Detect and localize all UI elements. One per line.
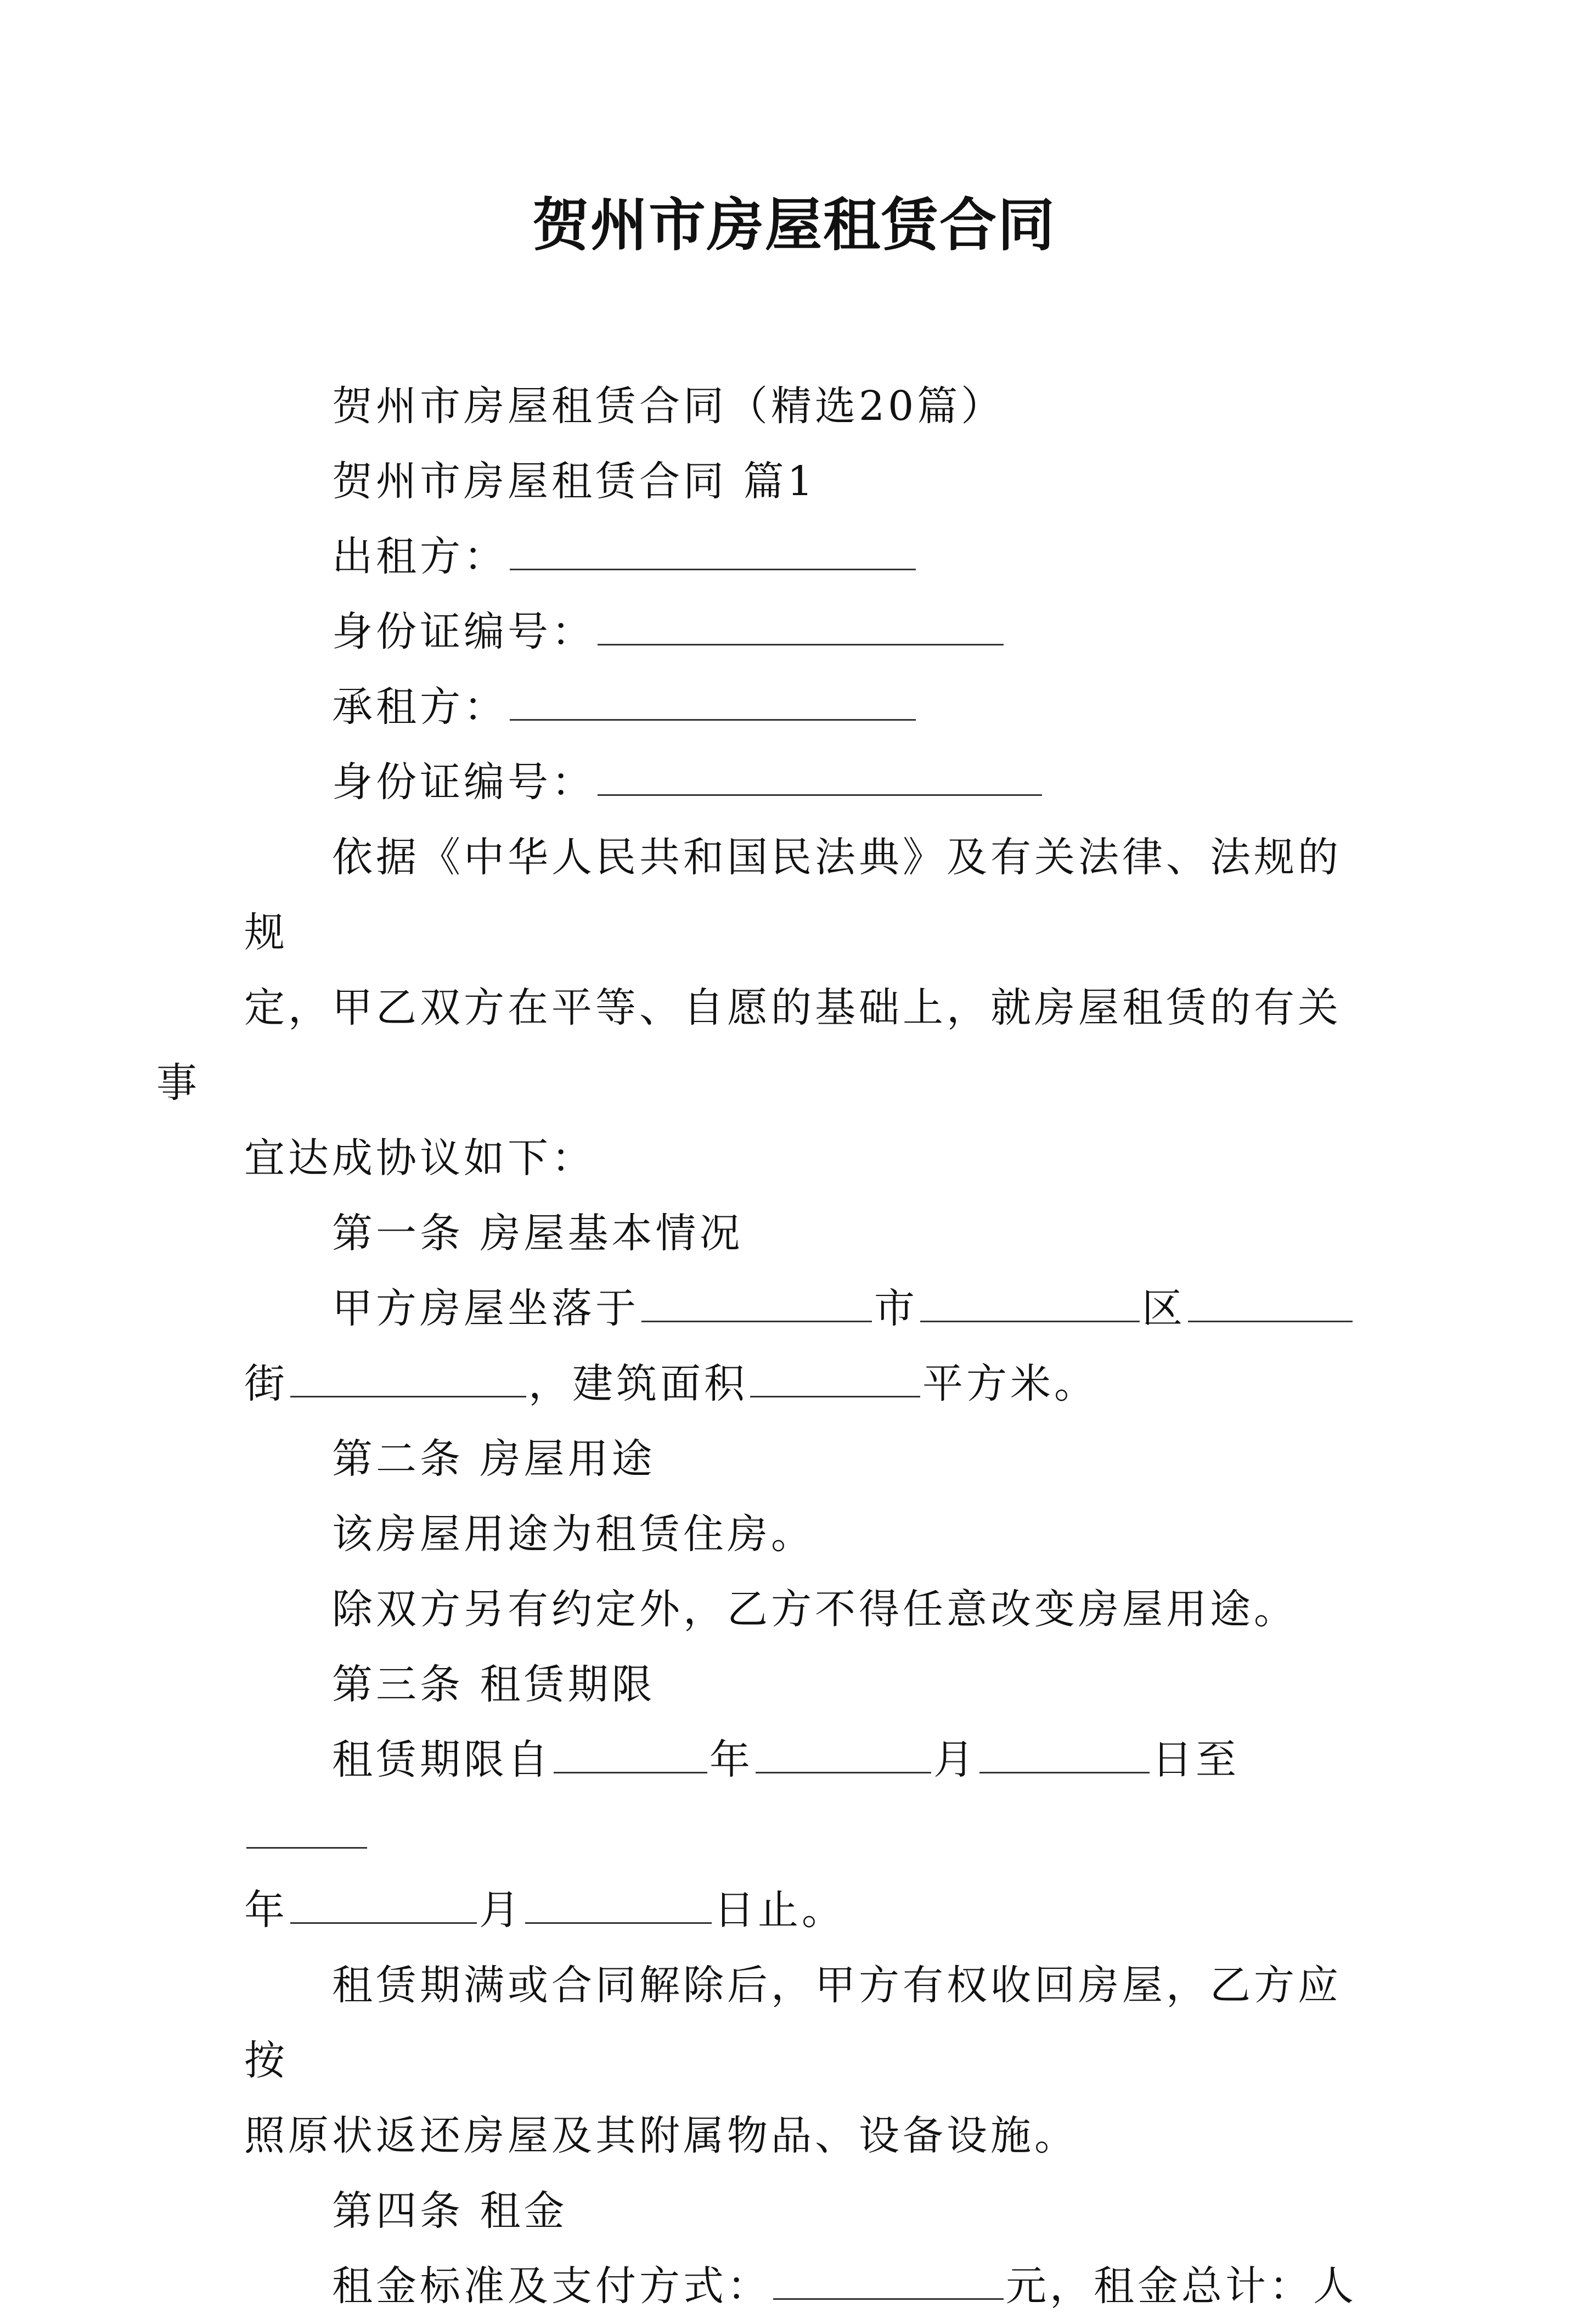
start-month-blank <box>756 1733 931 1773</box>
lessor-id-line <box>244 594 1358 670</box>
clause-1-line-2 <box>156 1346 1358 1422</box>
clause-3-line-1 <box>244 1722 1358 1873</box>
district-blank <box>920 1282 1140 1322</box>
clause-1-heading: 第一条 房屋基本情况 <box>332 1210 744 1257</box>
clause-1-location-label: 甲方房屋坐落于 <box>332 1285 639 1332</box>
street-blank-start <box>1188 1282 1353 1322</box>
end-month-label: 月 <box>479 1887 523 1934</box>
clause-2-paragraph-1: 该房屋用途为租赁住房。 <box>332 1511 815 1558</box>
start-day-blank <box>979 1733 1150 1773</box>
street-label: 街 <box>244 1360 288 1407</box>
area-unit: 平方米。 <box>922 1360 1098 1407</box>
lessee-id-label: 身份证编号： <box>332 759 595 806</box>
lessee-line <box>244 670 1358 745</box>
clause-1-text <box>244 1271 1358 1422</box>
rent-total-label: 元，租金总计：人 <box>1006 2263 1357 2310</box>
city-label: 市 <box>874 1285 918 1332</box>
end-year-blank-start <box>246 1809 367 1849</box>
clause-3-p2-line-2: 照原状返还房屋及其附属物品、设备设施。 <box>244 2112 1078 2159</box>
end-day-label: 日止。 <box>714 1887 846 1934</box>
start-year-blank <box>554 1733 707 1773</box>
document-title: 贺州市房屋租赁合同 <box>532 191 1056 259</box>
end-day-blank <box>525 1884 712 1924</box>
lessee-label: 承租方： <box>332 683 508 731</box>
clause-1-line-1 <box>244 1271 1358 1346</box>
clause-3-heading: 第三条 租赁期限 <box>332 1661 656 1708</box>
end-month-blank <box>290 1884 477 1924</box>
rent-amount-blank <box>773 2260 1004 2300</box>
lessee-blank <box>510 681 916 721</box>
end-year-label: 年 <box>244 1887 288 1934</box>
lessee-id-blank <box>598 756 1042 796</box>
clause-4-text <box>244 2249 1358 2324</box>
area-label: ，建筑面积 <box>528 1360 748 1407</box>
start-day-label: 日至 <box>1152 1736 1240 1783</box>
start-year-label: 年 <box>709 1736 753 1783</box>
lessor-id-blank <box>598 605 1004 645</box>
city-blank <box>641 1282 872 1322</box>
article-heading: 贺州市房屋租赁合同 篇1 <box>332 458 816 505</box>
lessor-blank <box>510 530 916 570</box>
lessor-id-label: 身份证编号： <box>332 608 595 655</box>
subtitle: 贺州市房屋租赁合同（精选20篇） <box>332 383 1005 430</box>
area-blank <box>750 1357 920 1397</box>
district-label: 区 <box>1142 1285 1186 1332</box>
preamble-line-2: 定，甲乙双方在平等、自愿的基础上，就房屋租赁的有关事 <box>156 984 1342 1107</box>
clause-2-paragraph-2: 除双方另有约定外，乙方不得任意改变房屋用途。 <box>332 1586 1298 1633</box>
clause-3-p2-line-1: 租赁期满或合同解除后，甲方有权收回房屋，乙方应按 <box>244 1962 1342 2084</box>
preamble-line-1: 依据《中华人民共和国民法典》及有关法律、法规的规 <box>244 834 1342 956</box>
rent-standard-label: 租金标准及支付方式： <box>332 2263 771 2310</box>
lessee-id-line <box>244 745 1358 820</box>
preamble-paragraph <box>156 820 1358 1196</box>
street-blank <box>290 1357 526 1397</box>
clause-3-line-2 <box>156 1873 1358 1948</box>
preamble-line-3: 宜达成协议如下： <box>244 1135 595 1182</box>
document-body <box>156 369 1358 2324</box>
clause-3-text <box>244 1722 1358 1948</box>
term-start-label: 租赁期限自 <box>332 1736 551 1783</box>
lessor-label: 出租方： <box>332 533 508 580</box>
start-month-label: 月 <box>933 1736 977 1783</box>
lessor-line <box>244 519 1358 594</box>
clause-3-paragraph-2 <box>244 1948 1358 2174</box>
clause-2-heading: 第二条 房屋用途 <box>332 1435 656 1483</box>
clause-4-heading: 第四条 租金 <box>332 2187 568 2235</box>
